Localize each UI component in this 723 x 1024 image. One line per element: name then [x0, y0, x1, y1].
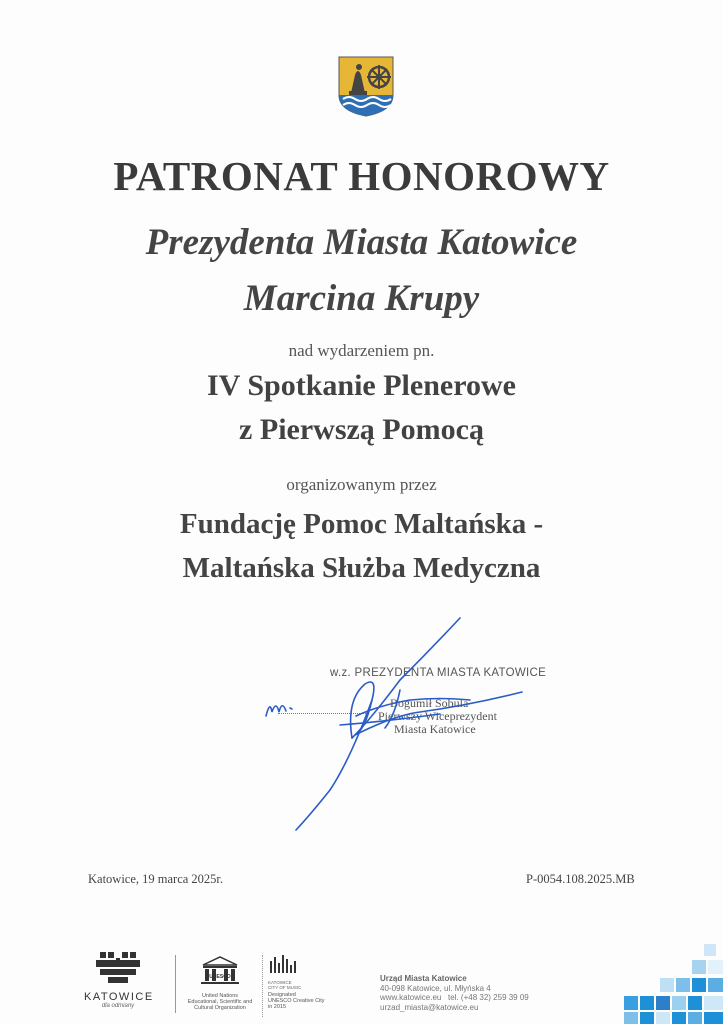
city-caption-line-1: Designated: [268, 992, 296, 998]
patron-line-2: Marcina Krupy: [243, 278, 480, 319]
city-of-music-label: [268, 980, 338, 990]
office-email: urzad_miasta@katowice.eu: [380, 1002, 479, 1012]
office-address: 40-098 Katowice, ul. Młyńska 4: [380, 983, 491, 993]
reference-number: P-0054.108.2025.MB: [526, 872, 635, 886]
event-name-line-1: IV Spotkanie Plenerowe: [207, 369, 516, 402]
unesco-caption-line-3: Cultural Organization: [194, 1005, 246, 1011]
city-caption-line-3: in 2015: [268, 1004, 287, 1010]
patron-line-1: Prezydenta Miasta Katowice: [145, 222, 578, 263]
creative-city-logo: [268, 953, 338, 1010]
unesco-caption: [184, 993, 256, 1011]
office-web-phone: www.katowice.eu tel. (+48 32) 259 39 09: [380, 993, 529, 1002]
logo-divider: [175, 955, 176, 1013]
office-name: Urząd Miasta Katowice: [380, 974, 467, 983]
organizer-line-2: Maltańska Służba Medyczna: [182, 552, 541, 584]
decorative-squares-icon: [620, 938, 723, 1024]
unesco-logo: [184, 955, 256, 1011]
office-address-block: [380, 974, 529, 1012]
logo-dotted-divider: [262, 955, 263, 1017]
document-title: PATRONAT HONOROWY: [113, 153, 610, 199]
place-date: Katowice, 19 marca 2025r.: [88, 872, 224, 886]
city-of-music-icon: [268, 953, 300, 975]
katowice-logo-tagline: dla odmiany: [101, 1003, 135, 1009]
signatory-name: Bogumił Sobula: [390, 696, 469, 710]
creative-city-caption: [268, 992, 338, 1010]
unesco-caption-line-2: Educational, Scientific and: [187, 999, 253, 1005]
city-caption-line-2: UNESCO Creative City: [268, 998, 325, 1004]
katowice-logo-word: KATOWICE: [84, 991, 154, 1003]
unesco-logo-word: UNESCO: [209, 974, 231, 980]
city-small-line-2: CITY OF MUSIC: [268, 985, 302, 990]
signature-stamp-header: w.z. PREZYDENTA MIASTA KATOWICE: [330, 667, 547, 679]
signatory-role: Pierwszy Wiceprezydent: [378, 709, 497, 723]
unesco-caption-line-1: United Nations: [201, 993, 239, 999]
signatory-city: Miasta Katowice: [394, 722, 476, 736]
unesco-temple-icon: [199, 955, 241, 985]
event-intro: nad wydarzeniem pn.: [288, 341, 435, 360]
city-small-line-1: KATOWICE: [268, 980, 292, 985]
katowice-logo: [84, 950, 152, 1009]
organizer-intro: organizowanym przez: [286, 475, 437, 494]
event-name-line-2: z Pierwszą Pomocą: [239, 413, 484, 446]
katowice-heart-icon: [96, 950, 140, 984]
organizer-line-1: Fundację Pomoc Maltańska -: [179, 508, 544, 540]
